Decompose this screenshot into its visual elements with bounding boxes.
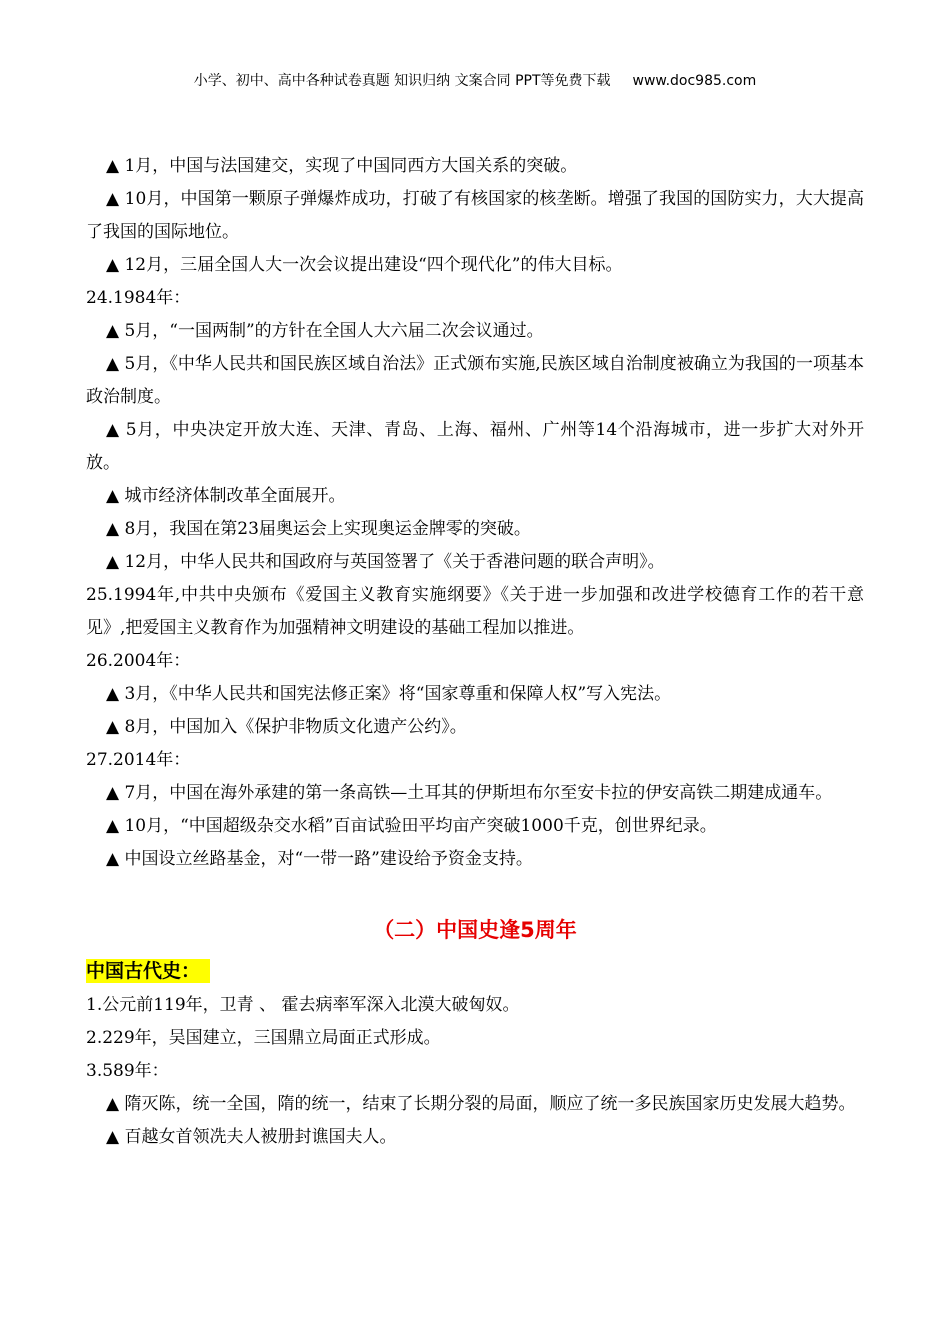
page-header xyxy=(0,70,950,90)
bullet-item: ▲ 8月，我国在第23届奥运会上实现奥运金牌零的突破。 xyxy=(106,519,531,539)
numbered-item: 24.1984年： xyxy=(86,288,191,308)
bullet-item: ▲ 7月，中国在海外承建的第一条高铁—土耳其的伊斯坦布尔至安卡拉的伊安高铁二期建成通车。 xyxy=(106,783,833,803)
section-title: （二）中国史逢5周年 xyxy=(373,918,577,942)
bullet-item: ▲ 城市经济体制改革全面展开。 xyxy=(106,486,346,506)
bullet-item: ▲ 1月，中国与法国建交，实现了中国同西方大国关系的突破。 xyxy=(106,156,578,176)
bullet-item: ▲ 12月，中华人民共和国政府与英国签署了《关于香港问题的联合声明》。 xyxy=(106,552,665,572)
numbered-item: 3.589年： xyxy=(86,1061,169,1081)
bullet-item: ▲ 10月，中国第一颗原子弹爆炸成功，打破了有核国家的核垄断。增强了我国的国防实力，大大提高了我国的国际地位。 xyxy=(86,189,864,242)
bullet-item: ▲ 隋灭陈，统一全国，隋的统一，结束了长期分裂的局面，顺应了统一多民族国家历史发展大趋势。 xyxy=(106,1094,856,1114)
bullet-item: ▲ 3月，《中华人民共和国宪法修正案》将“国家尊重和保障人权”写入宪法。 xyxy=(106,684,672,704)
bullet-item: ▲ 百越女首领冼夫人被册封谯国夫人。 xyxy=(106,1127,397,1147)
numbered-item: 27.2014年： xyxy=(86,750,191,770)
header-text: 小学、初中、高中各种试卷真题 知识归纳 文案合同 PPT等免费下载 xyxy=(193,73,611,89)
bullet-item: ▲ 5月，中央决定开放大连、天津、青岛、上海、福州、广州等14个沿海城市，进一步扩大对外开放。 xyxy=(86,420,864,473)
timeline-block-ancient xyxy=(86,989,864,1154)
bullet-item: ▲ 10月，“中国超级杂交水稻”百亩试验田平均亩产突破1000千克，创世界纪录。 xyxy=(106,816,717,836)
bullet-item: ▲ 8月，中国加入《保护非物质文化遗产公约》。 xyxy=(106,717,467,737)
numbered-item: 2.229年，吴国建立，三国鼎立局面正式形成。 xyxy=(86,1028,441,1048)
header-site-link[interactable]: www.doc985.com xyxy=(632,73,757,89)
numbered-item: 1.公元前119年，卫青 、 霍去病率军深入北漠大破匈奴。 xyxy=(86,995,520,1015)
numbered-item: 26.2004年： xyxy=(86,651,191,671)
numbered-item: 25.1994年,中共中央颁布《爱国主义教育实施纲要》《关于进一步加强和改进学校德育工作的若干意见》,把爱国主义教育作为加强精神文明建设的基础工程加以推进。 xyxy=(86,585,864,638)
document-body xyxy=(86,150,864,1154)
bullet-item: ▲ 5月，《中华人民共和国民族区域自治法》正式颁布实施,民族区域自治制度被确立为我国的一项基本政治制度。 xyxy=(86,354,864,407)
bullet-item: ▲ 5月，“一国两制”的方针在全国人大六届二次会议通过。 xyxy=(106,321,544,341)
bullet-item: ▲ 中国设立丝路基金，对“一带一路”建设给予资金支持。 xyxy=(106,849,533,869)
subheading-ancient-history: 中国古代史： xyxy=(86,959,210,983)
bullet-item: ▲ 12月，三届全国人大一次会议提出建设“四个现代化”的伟大目标。 xyxy=(106,255,623,275)
timeline-block-modern xyxy=(86,150,864,876)
